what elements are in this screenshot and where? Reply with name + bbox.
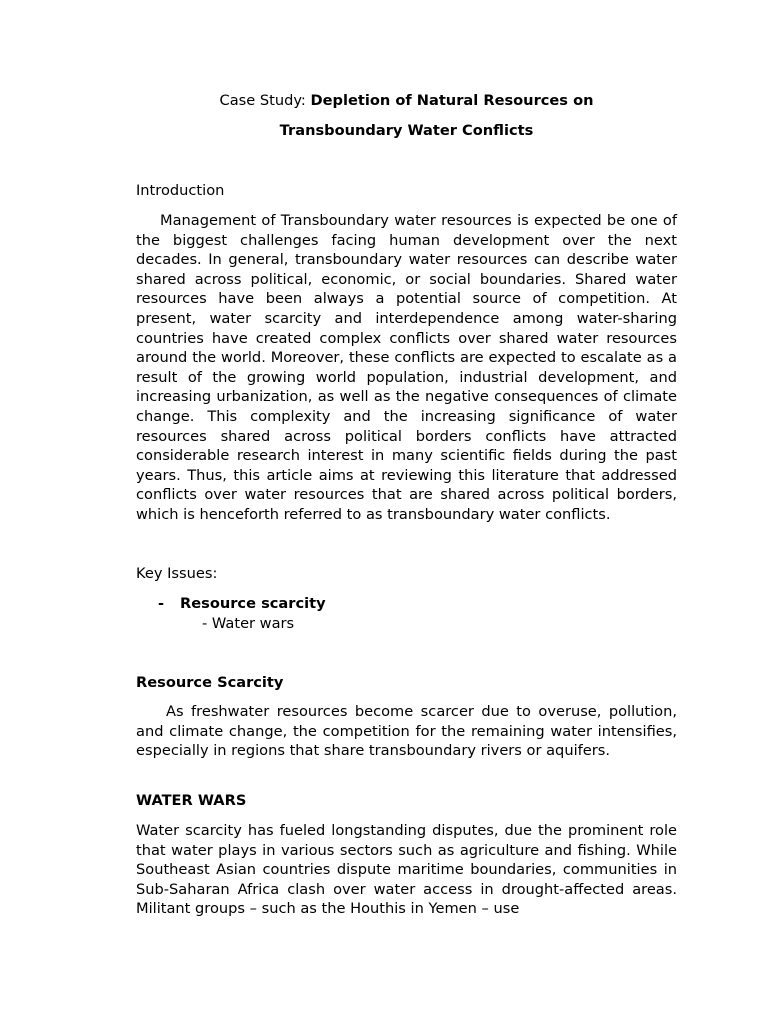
introduction-heading: Introduction bbox=[136, 182, 225, 199]
introduction-paragraph: Management of Transboundary water resources is expected be one of the biggest challenges facing human development over the next decades. In general, transboundary water resources can describe water shared across political, economic, or social boundaries. Shared water resources have been always a potential source of competition. At present, water scarcity and interdependence among water-sharing countries have created complex conflicts over shared water resources around the world. Moreover, these conflicts are expected to escalate as a result of the growing world population, industrial development, and increasing urbanization, as well as the negative consequences of climate change. This complexity and the increasing significance of water resources shared across political borders conflicts have attracted considerable research interest in many scientific fields during the past years. Thus, this article aims at reviewing this literature that addressed conflicts over water resources that are shared across political borders, which is henceforth referred to as transboundary water conflicts. bbox=[136, 212, 677, 523]
document-title-line-1 bbox=[136, 91, 677, 111]
key-issues-heading: Key Issues: bbox=[136, 565, 218, 582]
resource-scarcity-heading: Resource Scarcity bbox=[136, 674, 284, 691]
water-wars-heading: WATER WARS bbox=[136, 792, 247, 809]
sub-item-water-wars: - Water wars bbox=[202, 615, 295, 632]
title-bold-part-1: Depletion of Natural Resources on bbox=[310, 92, 594, 109]
bullet-label: Resource scarcity bbox=[180, 595, 326, 612]
bullet-dash: - bbox=[158, 595, 165, 612]
water-wars-paragraph: Water scarcity has fueled longstanding disputes, due the prominent role that water plays in various sectors such as agriculture and fishing. While Southeast Asian countries dispute maritime boundaries, communities in Sub-Saharan Africa clash over water access in drought-affected areas. Militant groups – such as the Houthis in Yemen – use bbox=[136, 822, 677, 918]
document-title-line-2: Transboundary Water Conflicts bbox=[279, 122, 534, 139]
resource-scarcity-paragraph: As freshwater resources become scarcer due to overuse, pollution, and climate change, the competition for the remaining water intensifies, especially in regions that share transboundary rivers or aquifers. bbox=[136, 703, 677, 760]
title-prefix: Case Study: bbox=[219, 92, 311, 109]
bullet-item-resource-scarcity bbox=[158, 594, 326, 614]
